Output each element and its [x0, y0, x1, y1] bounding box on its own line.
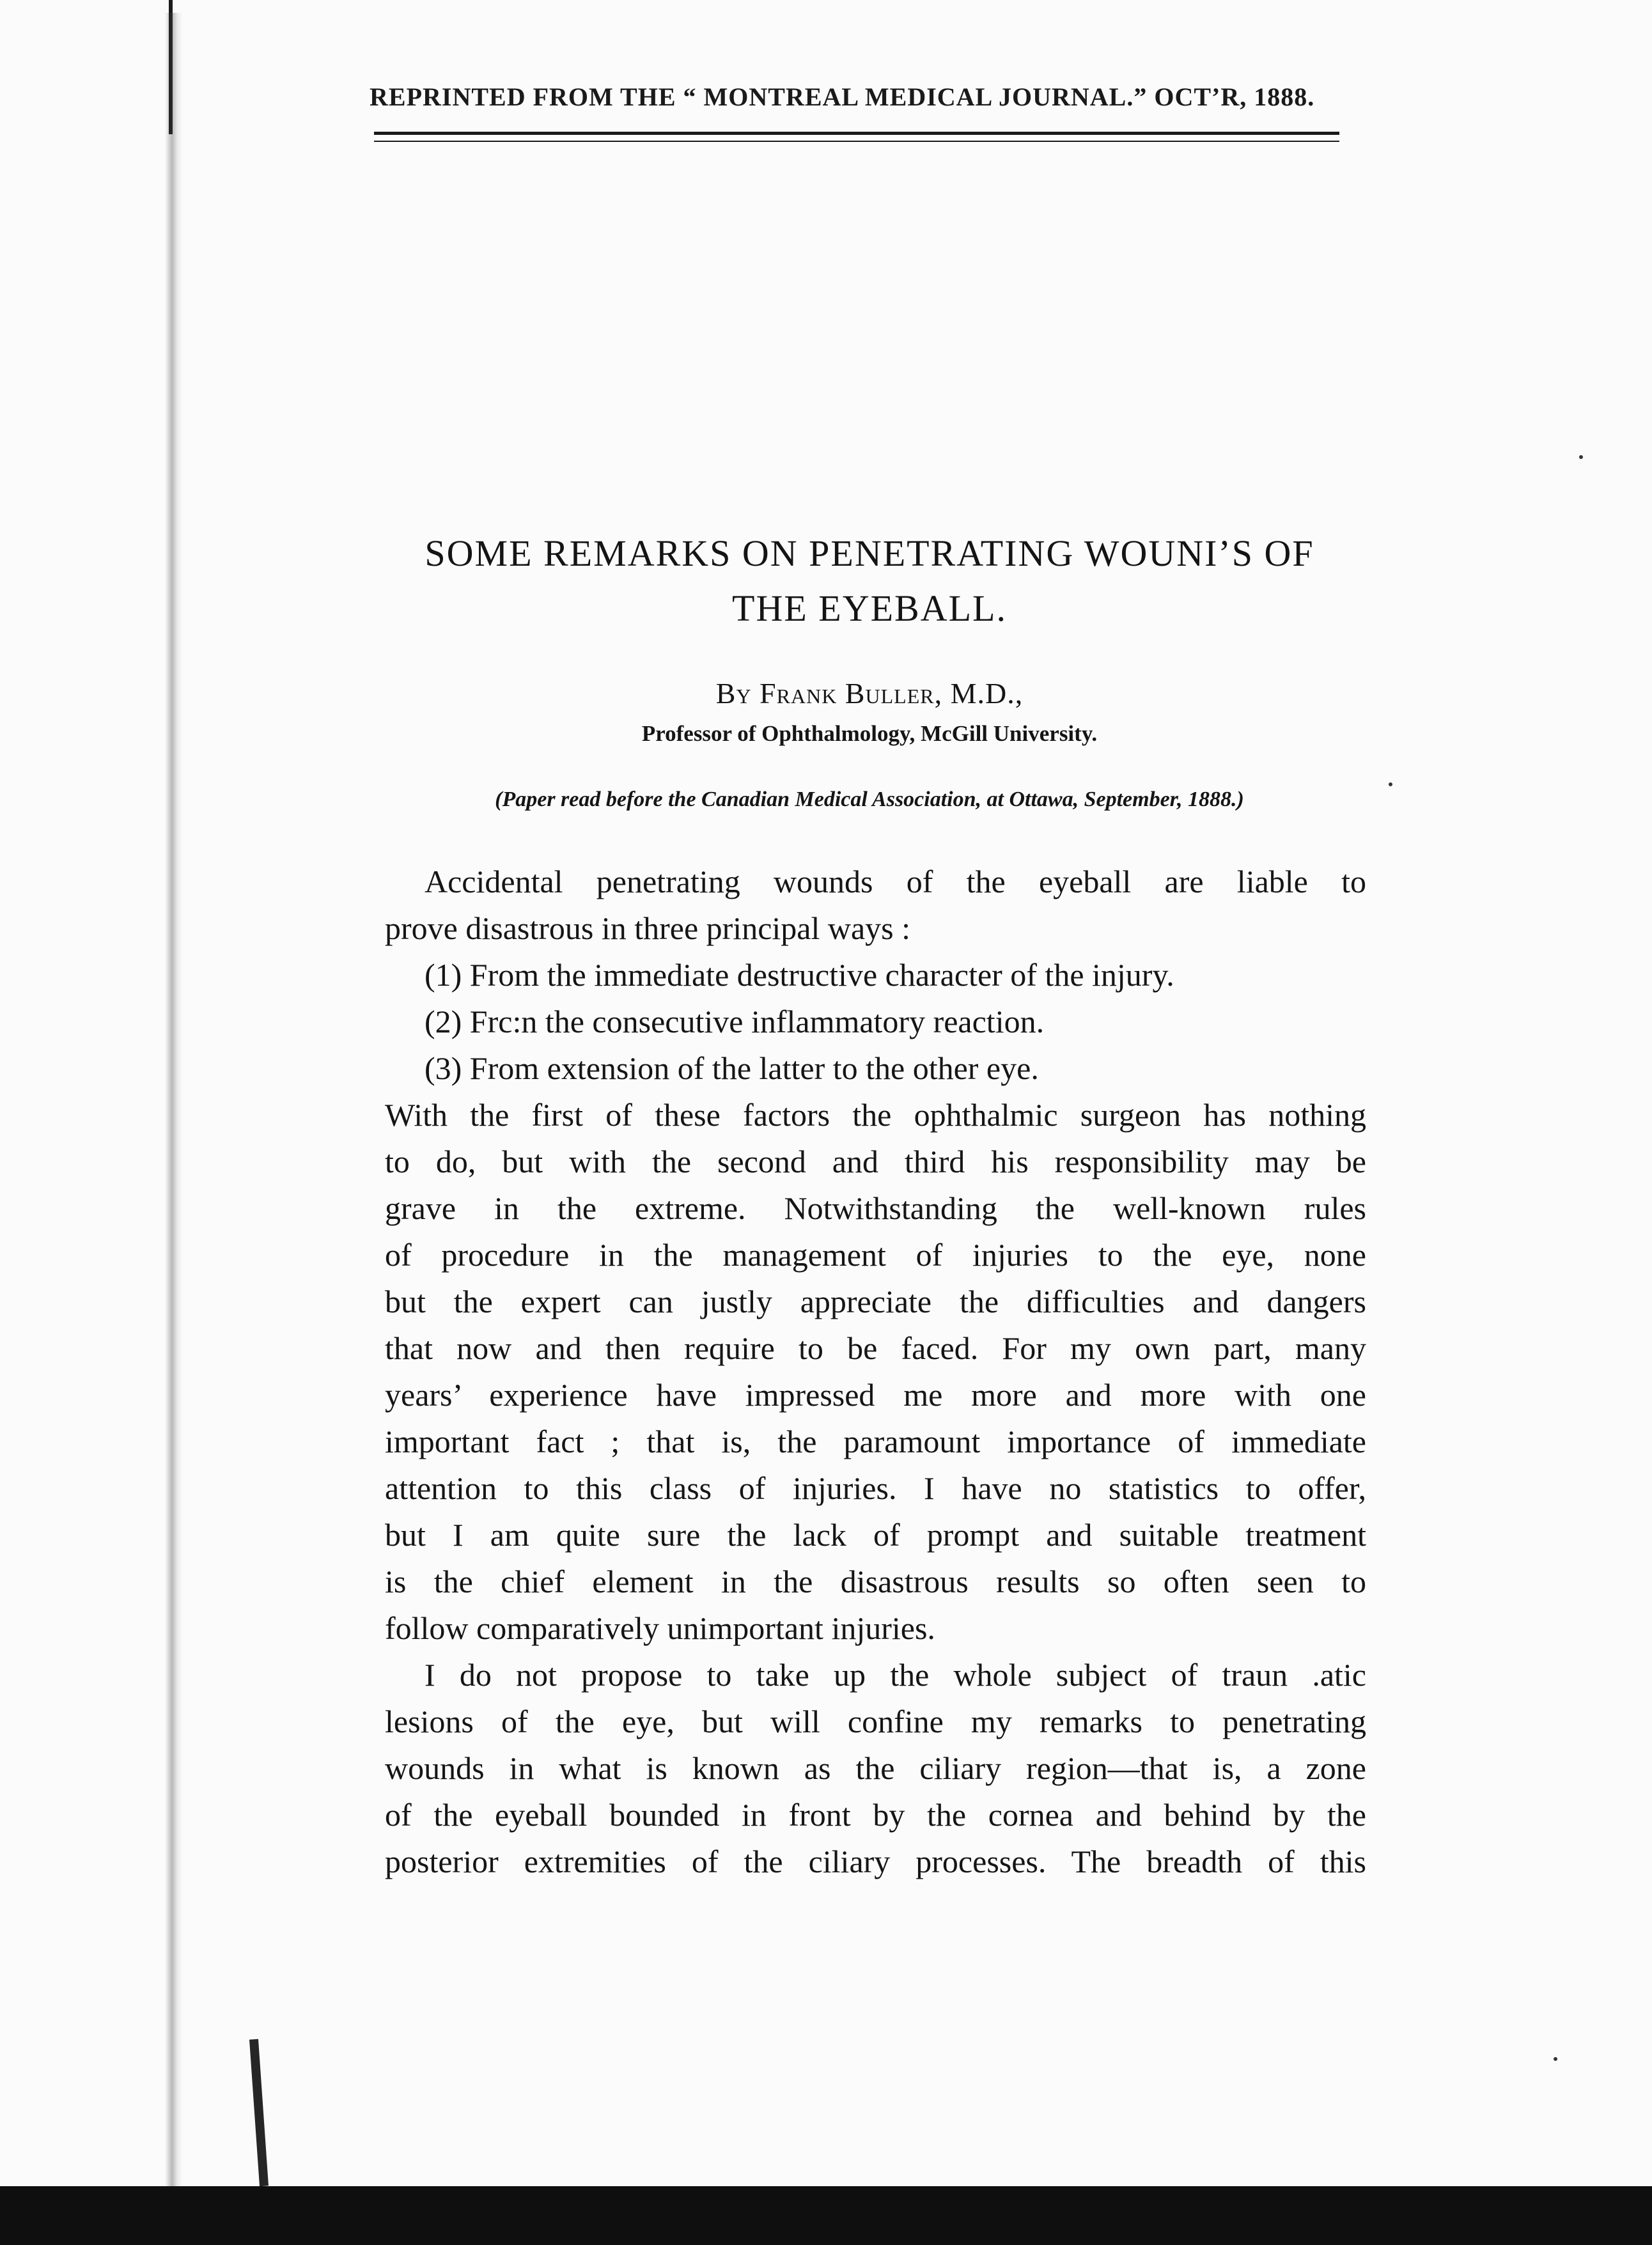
header-rule: [374, 132, 1339, 135]
page-binding-shadow: [165, 13, 183, 2199]
article-title-line-1: SOME REMARKS ON PENETRATING WOUNI’S OF: [425, 532, 1314, 574]
body-line: follow comparatively unimportant injuries.: [385, 1610, 935, 1646]
body-line: but the expert can justly appreciate the difficulties and dangers: [385, 1284, 1366, 1319]
reprint-header: REPRINTED FROM THE “ MONTREAL MEDICAL JOURNAL.” OCT’R, 1888.: [370, 82, 1315, 111]
body-line: With the first of these factors the ophthalmic surgeon has nothing: [385, 1097, 1366, 1133]
body-line: Accidental penetrating wounds of the eyeball are liable to: [425, 864, 1366, 899]
scan-speck: [1554, 2057, 1557, 2061]
body-line: (1) From the immediate destructive character of the injury.: [425, 957, 1174, 993]
body-line: attention to this class of injuries. I have no statistics to offer,: [385, 1470, 1366, 1506]
body-line: posterior extremities of the ciliary processes. The breadth of this: [385, 1844, 1366, 1879]
author-affiliation: Professor of Ophthalmology, McGill University.: [641, 721, 1098, 746]
body-line: important fact ; that is, the paramount importance of immediate: [385, 1424, 1366, 1459]
body-line: I do not propose to take up the whole subject of traun .atic: [425, 1657, 1366, 1693]
body-line: (2) Frc:n the consecutive inflammatory reaction.: [425, 1004, 1045, 1039]
body-line: years’ experience have impressed me more and more with one: [385, 1377, 1366, 1413]
body-line: that now and then require to be faced. For my own part, many: [385, 1330, 1366, 1366]
body-line: of the eyeball bounded in front by the cornea and behind by the: [385, 1797, 1366, 1833]
article-title-line-2: THE EYEBALL.: [732, 587, 1007, 629]
body-line: but I am quite sure the lack of prompt and suitable treatment: [385, 1517, 1366, 1553]
paper-note: (Paper read before the Canadian Medical Association, at Ottawa, September, 1888.): [495, 788, 1244, 811]
scan-speck: [1389, 782, 1392, 786]
body-line: prove disastrous in three principal ways :: [385, 910, 911, 946]
scan-bottom-edge: [0, 2186, 1652, 2245]
scan-speck: [1579, 455, 1583, 459]
author-byline: By Frank Buller, M.D.,: [715, 677, 1024, 710]
header-rule-thin: [374, 141, 1339, 142]
body-line: of procedure in the management of injuries to the eye, none: [385, 1237, 1366, 1273]
body-line: to do, but with the second and third his responsibility may be: [385, 1144, 1366, 1179]
body-line: grave in the extreme. Notwithstanding the well-known rules: [385, 1190, 1366, 1226]
body-line: (3) From extension of the latter to the other eye.: [425, 1050, 1039, 1086]
body-line: wounds in what is known as the ciliary region—that is, a zone: [385, 1750, 1366, 1786]
binding-mark-bottom: [249, 2039, 269, 2186]
body-line: lesions of the eye, but will confine my remarks to penetrating: [385, 1704, 1366, 1739]
body-line: is the chief element in the disastrous results so often seen to: [385, 1564, 1366, 1599]
